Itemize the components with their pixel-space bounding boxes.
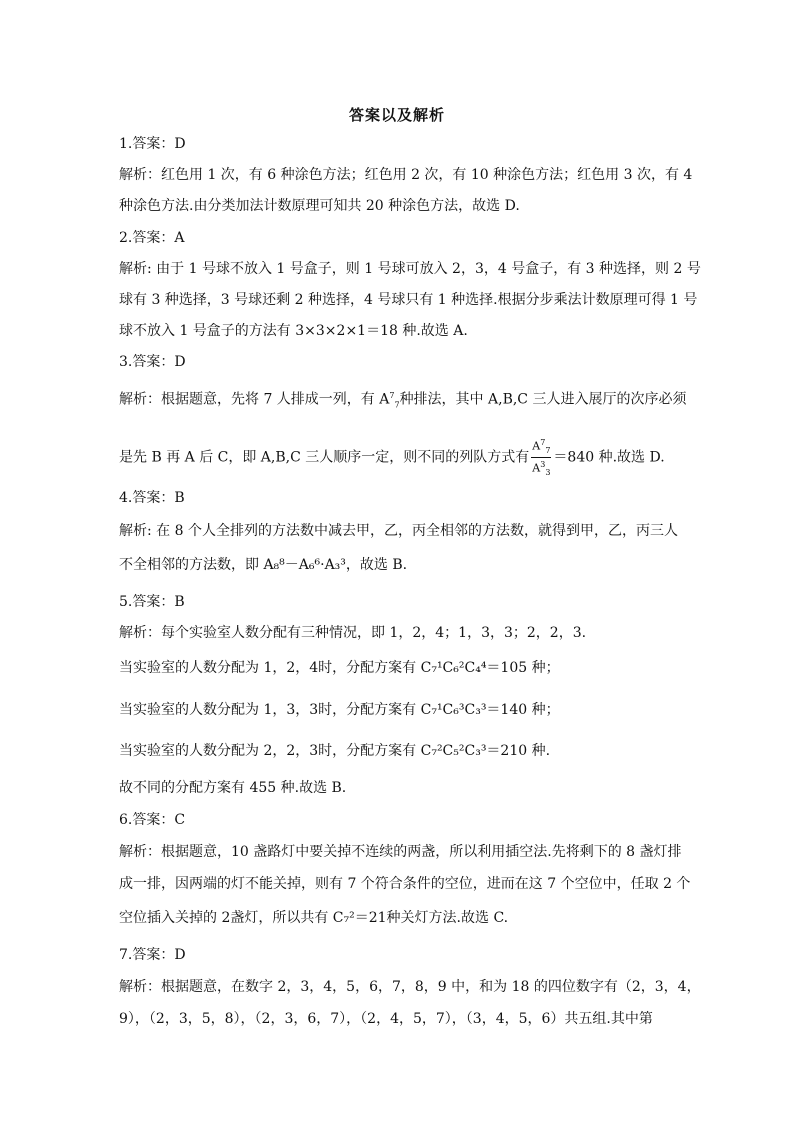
denominator-superscript: 3 — [540, 459, 546, 469]
numerator-subscript: 7 — [545, 445, 551, 455]
answer-2: 2.答案：A — [119, 230, 185, 246]
explanation-6-line-2: 成一排，因两端的灯不能关掉，则有 7 个符合条件的空位，进而在这 7 个空位中，任取 2 个 — [119, 876, 691, 892]
permutation-superscript: 7 — [389, 391, 395, 400]
explanation-3-line-2-part-2: ＝840 种.故选 D. — [553, 449, 665, 466]
explanation-5-line-1: 解析：每个实验室人数分配有三种情况，即 1，2，4；1，3，3；2，2，3. — [119, 625, 587, 641]
permutation-subscript: 7 — [394, 400, 400, 410]
explanation-5-line-3: 当实验室的人数分配为 1，3，3时，分配方案有 C₇¹C₆³C₃³＝140 种； — [119, 702, 560, 718]
explanation-3-line-1-part-2: 种排法，其中 A,B,C 三人进入展厅的次序必须 — [399, 391, 687, 408]
explanation-3-line-2-part-1: 是先 B 再 A 后 C，即 A,B,C 三人顺序一定，则不同的列队方式有 — [119, 449, 530, 466]
explanation-4-line-2: 不全相邻的方法数，即 A₈⁸－A₆⁶·A₃³，故选 B. — [119, 557, 408, 573]
explanation-1-line-2: 种涂色方法.由分类加法计数原理可知共 20 种涂色方法，故选 D. — [119, 198, 520, 214]
answer-5: 5.答案：B — [119, 594, 185, 610]
explanation-3-line-1 — [119, 386, 686, 415]
answer-4: 4.答案：B — [119, 490, 185, 506]
explanation-1-line-1: 解析：红色用 1 次，有 6 种涂色方法；红色用 2 次，有 10 种涂色方法；红色用 3 次，有 4 — [119, 167, 693, 183]
fraction-denominator: $A^3_3$ — [532, 459, 551, 477]
explanation-5-line-4: 当实验室的人数分配为 2，2，3时，分配方案有 C₇²C₅²C₃³＝210 种. — [119, 743, 551, 759]
answer-7: 7.答案：D — [119, 947, 186, 963]
explanation-7-line-2: 9），（2，3，5，8），（2，3，6，7），（2，4，5，7），（3，4，5，6）共五组.其中第 — [119, 1011, 653, 1027]
explanation-2-line-3: 球不放入 1 号盒子的方法有 3×3×2×1＝18 种.故选 A. — [119, 323, 468, 339]
explanation-2-line-2: 球有 3 种选择，3 号球还剩 2 种选择，4 号球只有 1 种选择.根据分步乘法计数原理可得 1 号 — [119, 292, 698, 308]
fraction-numerator: $A^7_7$ — [531, 436, 551, 458]
page-title: 答案以及解析 — [348, 106, 445, 124]
explanation-4-line-1: 解析: 在 8 个人全排列的方法数中减去甲，乙，丙全相邻的方法数，就得到甲，乙，丙三人 — [119, 523, 678, 539]
fraction — [531, 436, 551, 479]
numerator-superscript: 7 — [540, 438, 546, 447]
explanation-2-line-1: 解析: 由于 1 号球不放入 1 号盒子，则 1 号球可放入 2，3，4 号盒子，有 3 种选择，则 2 号 — [119, 261, 701, 277]
explanation-3-line-2 — [119, 436, 665, 479]
explanation-5-line-5: 故不同的分配方案有 455 种.故选 B. — [119, 780, 347, 796]
answer-1: 1.答案：D — [119, 136, 186, 152]
answer-6: 6.答案：C — [119, 812, 186, 828]
explanation-3-line-1-part-1: 解析：根据题意，先将 7 人排成一列，有 A — [119, 391, 390, 408]
answer-3: 3.答案：D — [119, 354, 186, 370]
explanation-6-line-1: 解析：根据题意，10 盏路灯中要关掉不连续的两盏，所以利用插空法.先将剩下的 8 盏灯排 — [119, 844, 682, 860]
denominator-subscript: 3 — [545, 467, 551, 477]
explanation-6-line-3: 空位插入关掉的 2盏灯，所以共有 C₇²＝21种关灯方法.故选 C. — [119, 910, 509, 926]
explanation-7-line-1: 解析：根据题意，在数字 2，3，4，5，6，7，8，9 中，和为 18 的四位数字有（2，3，4， — [119, 979, 701, 995]
explanation-5-line-2: 当实验室的人数分配为 1，2，4时，分配方案有 C₇¹C₆²C₄⁴＝105 种； — [119, 660, 560, 676]
